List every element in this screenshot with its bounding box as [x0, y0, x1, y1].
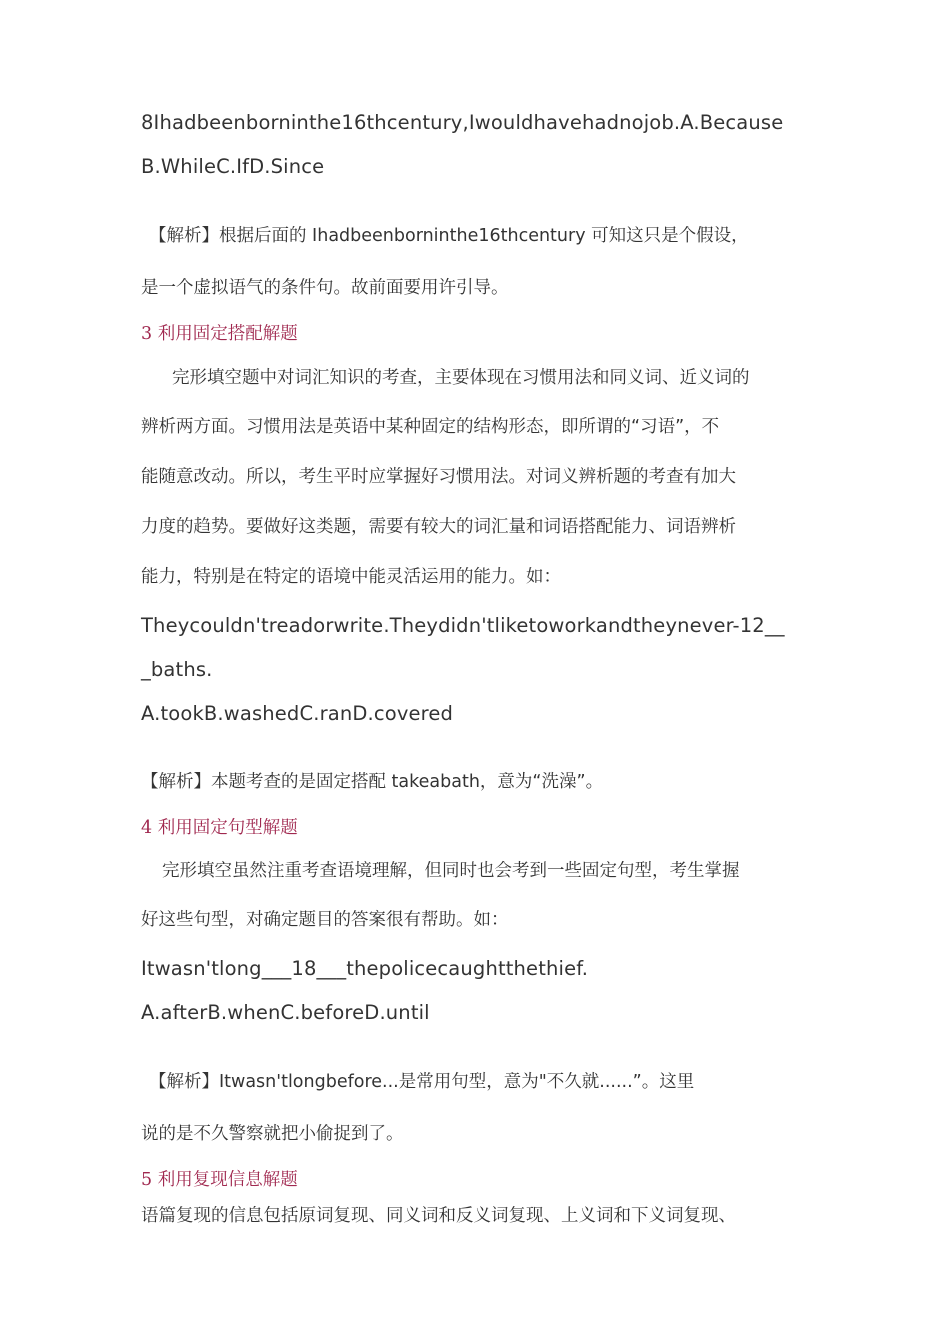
- section-5-paragraph-line-1: 语篇复现的信息包括原词复现、同义词和反义词复现、上义词和下义词复现、: [141, 1206, 736, 1226]
- section-3-paragraph-line-4: 力度的趋势。要做好这类题，需要有较大的词汇量和词语搭配能力、词语辨析: [141, 517, 736, 537]
- question-18-options: A.afterB.whenC.beforeD.until: [141, 1001, 430, 1024]
- section-3-paragraph-line-3: 能随意改动。所以，考生平时应掌握好习惯用法。对词义辨析题的考查有加大: [141, 467, 736, 487]
- section-heading-4: 4 利用固定句型解题: [141, 818, 298, 838]
- section-heading-5: 5 利用复现信息解题: [141, 1170, 298, 1190]
- question-18-stem: Itwasn'tlong___18___thepolicecaughtthethief.: [141, 957, 589, 980]
- question-12-stem-cont: _baths.: [141, 658, 213, 681]
- section-3-paragraph-line-2: 辨析两方面。习惯用法是英语中某种固定的结构形态，即所谓的“习语”，不: [141, 417, 720, 437]
- question-18-analysis-cont: 说的是不久警察就把小偷捉到了。: [141, 1124, 404, 1144]
- section-3-paragraph-line-5: 能力，特别是在特定的语境中能灵活运用的能力。如：: [141, 567, 561, 587]
- question-18-analysis: 【解析】Itwasn'tlongbefore...是常用句型，意为"不久就......”。这里: [149, 1072, 695, 1092]
- question-8-analysis: 【解析】根据后面的 Ihadbeenborninthe16thcentury 可知这只是个假设，: [149, 226, 749, 246]
- question-12-options: A.tookB.washedC.ranD.covered: [141, 702, 454, 725]
- question-8-options: B.WhileC.IfD.Since: [141, 155, 325, 178]
- section-4-paragraph-line-2: 好这些句型，对确定题目的答案很有帮助。如：: [141, 910, 509, 930]
- question-8-stem: 8Ihadbeenborninthe16thcentury,Iwouldhavehadnojob.A.Because: [141, 111, 784, 134]
- section-3-paragraph-line-1: 完形填空题中对词汇知识的考查，主要体现在习惯用法和同义词、近义词的: [172, 368, 750, 388]
- question-12-stem: Theycouldn'treadorwrite.Theydidn'tliketoworkandtheynever-12__: [141, 614, 785, 637]
- question-8-analysis-cont: 是一个虚拟语气的条件句。故前面要用许引导。: [141, 278, 509, 298]
- section-heading-3: 3 利用固定搭配解题: [141, 324, 298, 344]
- question-12-analysis: 【解析】本题考查的是固定搭配 takeabath，意为“洗澡”。: [141, 772, 604, 792]
- section-4-paragraph-line-1: 完形填空虽然注重考查语境理解，但同时也会考到一些固定句型，考生掌握: [162, 861, 740, 881]
